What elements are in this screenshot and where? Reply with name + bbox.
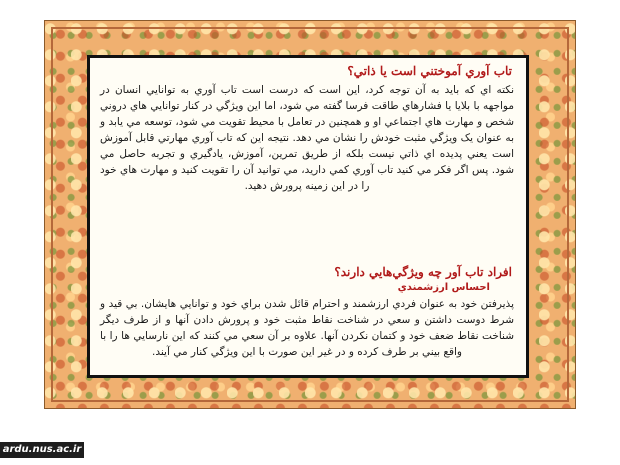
section1-heading: تاب آوري آموختني است يا ذاتي؟ (347, 64, 512, 78)
section1-paragraph: نکته اي که بايد به آن توجه کرد، اين است که درست است تاب آوري به توانايي انسان در مواجهه با بلايا يا فشارهاي طاقت فرسا گفته مي شود، اما اين ويژگي در کنار توانايي هاي دروني شخص و مهارت هاي اجتماعي او و همچنين در تعامل با محيط تقويت مي شود، توسعه مي يابد و به عنوان يک ويژگي مثبت خودش را نشان مي دهد. نتيجه اين که تاب آوري مهارتي قابل آموزش است يعني پديده اي ذاتي نيست بلکه از طريق تمرين، آموزش، يادگيري و تجربه حاصل مي شود. پس اگر فکر مي کنيد تاب آوري کمي داريد، مي توانيد آن را تقويت کنيد و مهارت هاي خود را در اين زمينه پرورش دهيد. (100, 84, 514, 192)
section2-subheading: احساس ارزشمندي (397, 282, 490, 293)
section2-heading: افراد تاب آور چه ويژگي‌هايي دارند؟ (334, 265, 512, 279)
site-watermark: ardu.nus.ac.ir (0, 442, 84, 458)
content-panel (87, 55, 529, 378)
section2-paragraph: پذيرفتن خود به عنوان فردي ارزشمند و احترام قائل شدن براي خود و توانايي هايشان. بي قيد و شرط دوست داشتن و سعي در شناخت نقاط مثبت خود و پرورش دادن آنها و از طرف ديگر شناخت نقاط ضعف خود و کتمان نکردن آنها. علاوه بر آن سعي مي کنند که اين نارسايي ها را با واقع بيني بر طرف کرده و در غير اين صورت با اين ويژگي کنار مي آيند. (100, 298, 514, 358)
